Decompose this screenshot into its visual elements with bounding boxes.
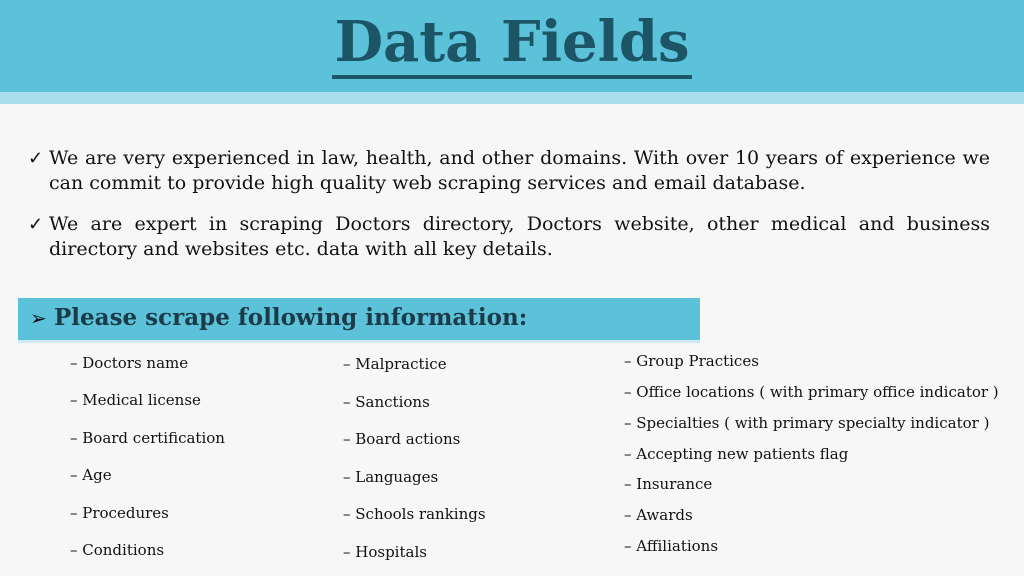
bullet-text: We are expert in scraping Doctors directory, Doctors website, other medical and business directory and websites etc. data with all key details. <box>49 213 990 260</box>
list-item: – Group Practices <box>624 352 759 370</box>
list-item: – Specialties ( with primary specialty indicator ) <box>624 414 990 432</box>
list-item: – Board actions <box>343 430 461 448</box>
section-heading-bar <box>18 298 700 340</box>
slide-title <box>0 4 1024 80</box>
list-item: – Languages <box>343 468 439 486</box>
slide-title-text: Data Fields <box>332 9 691 79</box>
list-item: – Awards <box>624 506 693 524</box>
list-item: – Board certification <box>70 429 225 447</box>
list-item: – Affiliations <box>624 537 719 555</box>
list-item: – Medical license <box>70 391 201 409</box>
bullet-text: We are very experienced in law, health, and other domains. With over 10 years of experience we can commit to provide high quality web scraping services and email database. <box>49 147 990 194</box>
list-item: – Schools rankings <box>343 505 486 523</box>
bullet-expertise <box>28 212 990 262</box>
list-item: – Age <box>70 466 112 484</box>
arrowhead-icon: ➢ <box>30 306 47 330</box>
checkmark-icon: ✓ <box>28 214 44 235</box>
header-strip <box>0 92 1024 104</box>
list-item: – Malpractice <box>343 355 447 373</box>
section-heading: Please scrape following information: <box>54 304 528 331</box>
intro-bullets <box>28 146 990 278</box>
list-item: – Insurance <box>624 475 713 493</box>
list-item: – Hospitals <box>343 543 427 561</box>
bullet-experience <box>28 146 990 196</box>
list-item: – Accepting new patients flag <box>624 445 849 463</box>
checkmark-icon: ✓ <box>28 148 44 169</box>
list-item: – Procedures <box>70 504 169 522</box>
list-item: – Office locations ( with primary office indicator ) <box>624 383 999 401</box>
list-item: – Conditions <box>70 541 165 559</box>
list-item: – Doctors name <box>70 354 189 372</box>
list-item: – Sanctions <box>343 393 430 411</box>
